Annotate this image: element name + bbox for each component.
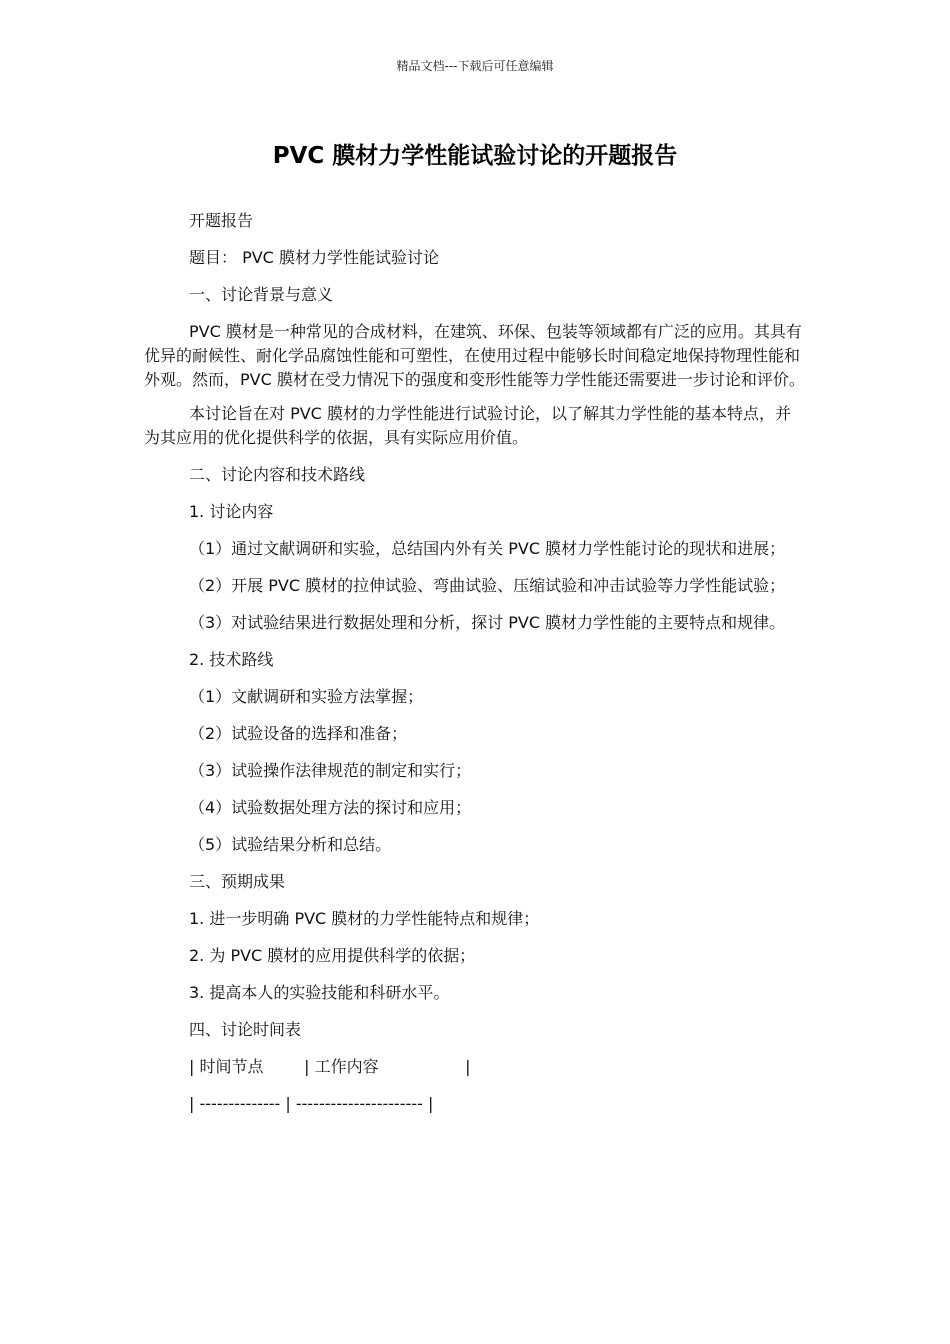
route-subheading: 2. 技术路线 xyxy=(189,650,274,669)
timeline-table-rule: | -------------- | ---------------------- | xyxy=(189,1094,434,1113)
outcome-item: 3. 提高本人的实验技能和科研水平。 xyxy=(189,983,450,1002)
route-item: （1）文献调研和实验方法掌握； xyxy=(189,687,424,706)
outcome-item: 2. 为 PVC 膜材的应用提供科学的依据； xyxy=(189,946,476,965)
topic-line: 题目： PVC 膜材力学性能试验讨论 xyxy=(189,248,439,267)
report-label: 开题报告 xyxy=(189,211,254,230)
timeline-table-header: | 时间节点 | 工作内容 | xyxy=(189,1057,471,1076)
section-4-heading: 四、讨论时间表 xyxy=(189,1020,302,1039)
section-2-heading: 二、讨论内容和技术路线 xyxy=(189,465,366,484)
content-subheading: 1. 讨论内容 xyxy=(189,502,274,521)
document-title: PVC 膜材力学性能试验讨论的开题报告 xyxy=(272,143,678,169)
route-item: （4）试验数据处理方法的探讨和应用； xyxy=(189,798,472,817)
content-item: （1）通过文献调研和实验，总结国内外有关 PVC 膜材力学性能讨论的现状和进展； xyxy=(189,539,786,558)
route-item: （5）试验结果分析和总结。 xyxy=(189,835,392,854)
route-item: （2）试验设备的选择和准备； xyxy=(189,724,408,743)
section-1-paragraph-1: PVC 膜材是一种常见的合成材料，在建筑、环保、包装等领域都有广泛的应用。其具有优异的耐候性、耐化学品腐蚀性能和可塑性，在使用过程中能够长时间稳定地保持物理性能和外观。然而，PVC 膜材在受力情况下的强度和变形性能等力学性能还需要进一步讨论和评价。 xyxy=(144,322,805,389)
section-3-heading: 三、预期成果 xyxy=(189,872,286,891)
content-item: （3）对试验结果进行数据处理和分析，探讨 PVC 膜材力学性能的主要特点和规律。 xyxy=(189,613,786,632)
content-item: （2）开展 PVC 膜材的拉伸试验、弯曲试验、压缩试验和冲击试验等力学性能试验； xyxy=(189,576,786,595)
document-body xyxy=(144,209,806,1116)
route-item: （3）试验操作法律规范的制定和实行； xyxy=(189,761,472,780)
section-1-heading: 一、讨论背景与意义 xyxy=(189,285,334,304)
outcome-item: 1. 进一步明确 PVC 膜材的力学性能特点和规律； xyxy=(189,909,540,928)
page-header-note: 精品文档---下载后可任意编辑 xyxy=(396,59,554,73)
section-1-paragraph-2: 本讨论旨在对 PVC 膜材的力学性能进行试验讨论，以了解其力学性能的基本特点，并为其应用的优化提供科学的依据，具有实际应用价值。 xyxy=(144,404,791,447)
